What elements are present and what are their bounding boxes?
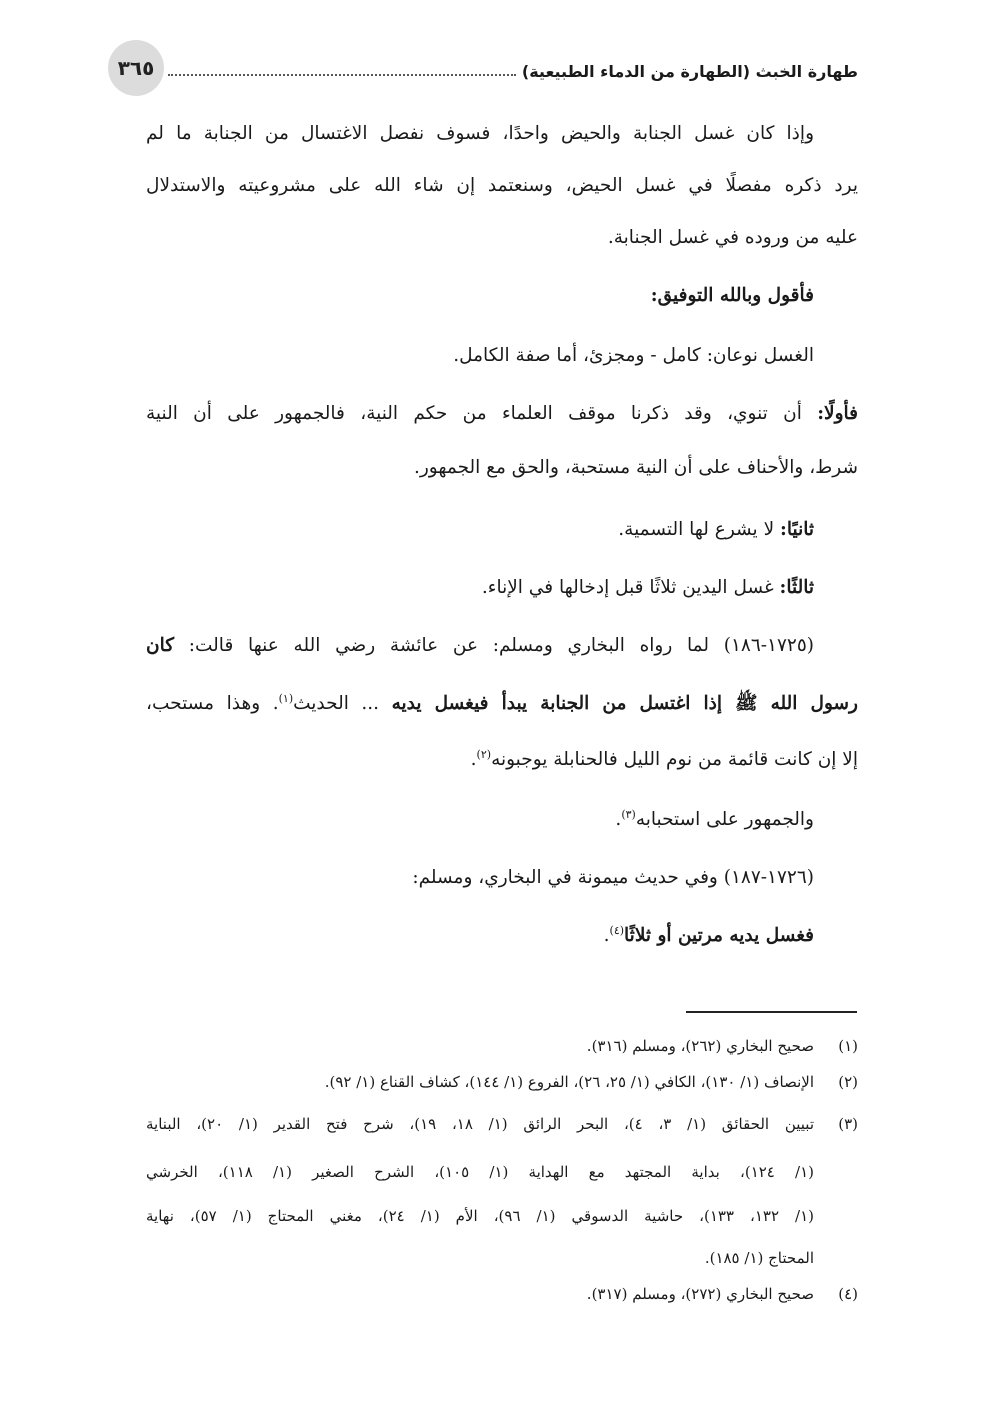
ordinal-label: فأولًا: xyxy=(817,403,858,424)
ordinal-label: ثانيًا: xyxy=(780,519,814,540)
punctuation: . xyxy=(603,925,610,946)
section-heading: فأقول وبالله التوفيق: xyxy=(650,285,814,306)
hadith-line xyxy=(146,684,858,724)
paragraph-line: يرد ذكره مفصلًا في غسل الحيض، وسنعتمد إن شاء الله على مشروعيته والاستدلال xyxy=(146,175,858,196)
footnote-3 xyxy=(146,1108,858,1140)
page-number: ٣٦٥ xyxy=(108,40,164,96)
footnote-3-continued: المحتاج (١/ ١٨٥). xyxy=(704,1249,814,1267)
hadith-ellipsis: ... الحديث xyxy=(293,693,392,714)
punctuation: . xyxy=(615,809,622,830)
paragraph-text: إلا إن كانت قائمة من نوم الليل فالحنابلة يوجبونه xyxy=(491,749,858,770)
footnote-3-continued: (١/ ١٢٤)، بداية المجتهد مع الهداية (١/ ١٠٥)، الشرح الصغير (١/ ١١٨)، الخرشي xyxy=(146,1163,814,1181)
hadith-line xyxy=(146,626,814,666)
paragraph-line xyxy=(146,568,814,608)
footnote-1 xyxy=(146,1030,858,1062)
running-title xyxy=(168,57,858,85)
punctuation: . xyxy=(470,749,477,770)
footnote-number: (٢) xyxy=(838,1073,858,1091)
paragraph-text: لا يشرع لها التسمية. xyxy=(618,519,781,540)
paragraph-line: الغسل نوعان: كامل - ومجزئ، أما صفة الكامل. xyxy=(453,345,814,366)
footnote-text: الإنصاف (١/ ١٣٠)، الكافي (١/ ٢٥، ٢٦)، الفروع (١/ ١٤٤)، كشاف القناع (١/ ٩٢). xyxy=(324,1073,814,1091)
footnote-text: تبيين الحقائق (١/ ٣، ٤)، البحر الرائق (١/ ١٨، ١٩)، شرح فتح القدير (١/ ٢٠)، البناية xyxy=(146,1115,814,1133)
running-title-text: طهارة الخبث (الطهارة من الدماء الطبيعية) xyxy=(521,61,858,81)
paragraph-line xyxy=(146,740,858,780)
footnote-ref-4[interactable]: (٤) xyxy=(609,923,625,937)
footnote-divider xyxy=(686,1011,857,1013)
paragraph-line xyxy=(146,800,814,840)
hadith-line: (١٧٢٦-١٨٧) وفي حديث ميمونة في البخاري، ومسلم: xyxy=(412,867,814,888)
footnote-ref-2[interactable]: (٢) xyxy=(476,747,492,761)
hadith-intro: (١٧٢٥-١٨٦) لما رواه البخاري ومسلم: عن عائشة رضي الله عنها قالت: xyxy=(174,635,814,656)
hadith-text: كان xyxy=(146,635,175,656)
paragraph-line: وإذا كان غسل الجنابة والحيض واحدًا، فسوف نفصل الاغتسال من الجنابة ما لم xyxy=(146,123,814,144)
hadith-text: رسول الله ﷺ إذا اغتسل من الجنابة يبدأ فيغسل يديه xyxy=(391,693,858,714)
paragraph-text: غسل اليدين ثلاثًا قبل إدخالها في الإناء. xyxy=(481,577,780,598)
footnote-text: صحيح البخاري (٢٦٢)، ومسلم (٣١٦). xyxy=(586,1037,814,1055)
ordinal-label: ثالثًا: xyxy=(779,577,814,598)
paragraph-line: شرط، والأحناف على أن النية مستحبة، والحق مع الجمهور. xyxy=(413,457,858,478)
paragraph-line xyxy=(146,394,858,434)
paragraph-text: أن تنوي، وقد ذكرنا موقف العلماء من حكم النية، فالجمهور على أن النية xyxy=(146,403,818,424)
hadith-line xyxy=(146,916,814,956)
footnote-2 xyxy=(146,1066,858,1098)
paragraph-line: عليه من وروده في غسل الجنابة. xyxy=(607,227,858,248)
footnote-ref-3[interactable]: (٣) xyxy=(621,807,636,821)
footnote-text: صحيح البخاري (٢٧٢)، ومسلم (٣١٧). xyxy=(586,1285,814,1303)
page-header xyxy=(108,40,858,96)
footnote-3-continued: (١/ ١٣٢، ١٣٣)، حاشية الدسوقي (١/ ٩٦)، الأم (١/ ٢٤)، مغني المحتاج (١/ ٥٧)، نهاية xyxy=(146,1207,814,1225)
footnote-number: (٣) xyxy=(838,1115,858,1133)
dotted-leader xyxy=(168,74,516,76)
footnote-number: (١) xyxy=(838,1037,858,1055)
paragraph-text: . وهذا مستحب، xyxy=(146,693,279,714)
footnote-number: (٤) xyxy=(838,1285,858,1303)
paragraph-text: والجمهور على استحبابه xyxy=(635,809,814,830)
footnote-ref-1[interactable]: (١) xyxy=(278,691,294,705)
hadith-text: فغسل يديه مرتين أو ثلاثًا xyxy=(624,925,814,946)
footnote-4 xyxy=(146,1278,858,1310)
paragraph-line xyxy=(146,510,814,550)
